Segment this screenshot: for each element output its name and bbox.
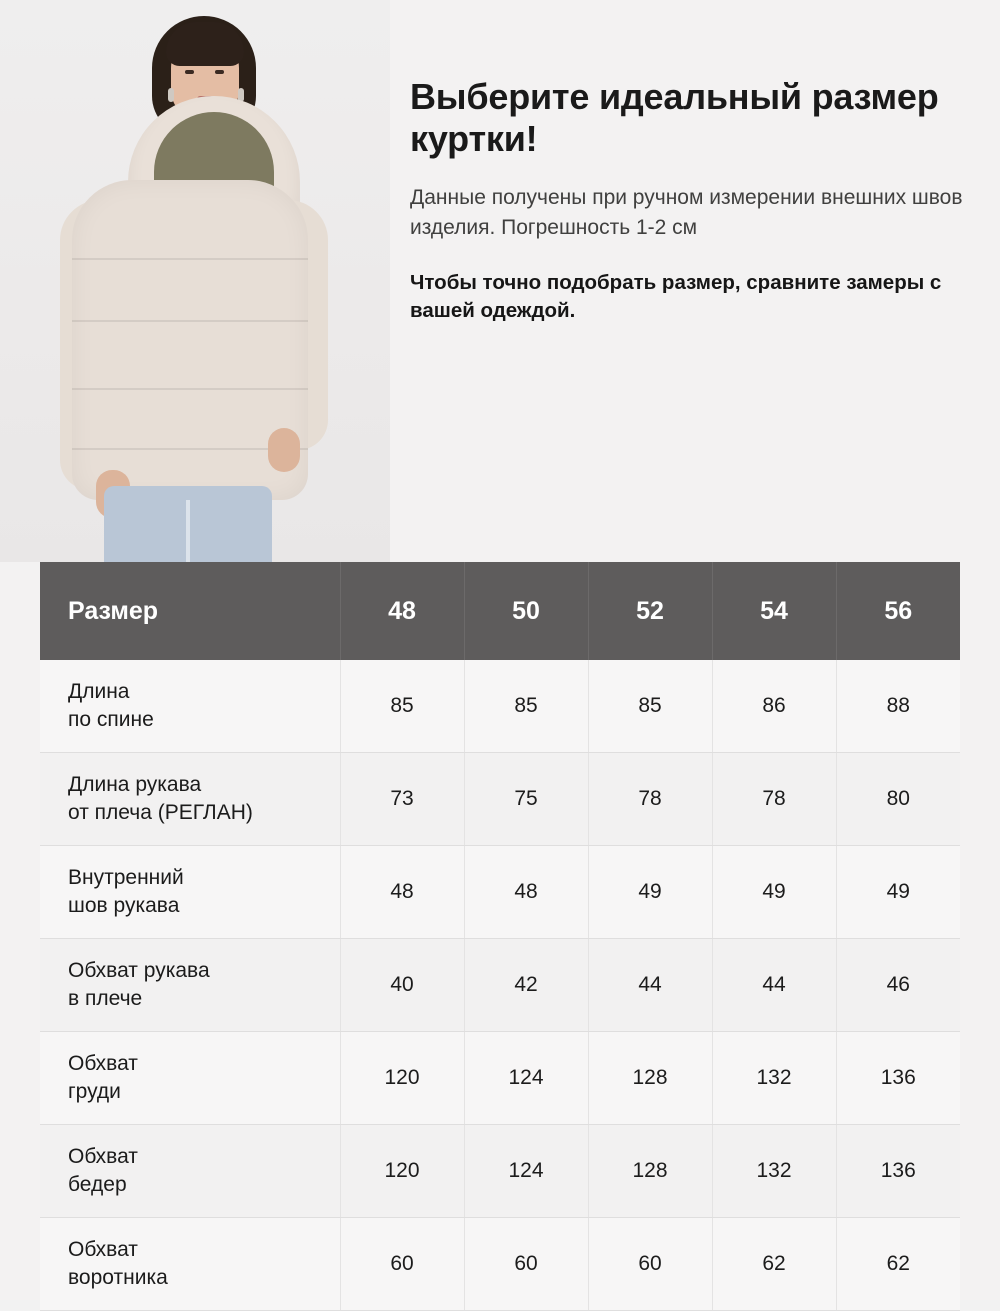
row-label — [40, 1032, 340, 1125]
size-table — [40, 562, 960, 1311]
row-value: 60 — [588, 1218, 712, 1311]
row-value: 46 — [836, 939, 960, 1032]
header-cell-size-52: 52 — [588, 562, 712, 660]
row-value: 62 — [712, 1218, 836, 1311]
row-label-line: бедер — [68, 1173, 127, 1196]
photo-quilt-seam — [72, 388, 308, 390]
row-value: 120 — [340, 1125, 464, 1218]
row-value: 44 — [712, 939, 836, 1032]
intro-description: Данные получены при ручном измерении внешних швов изделия. Погрешность 1-2 см — [410, 185, 963, 239]
row-value: 124 — [464, 1032, 588, 1125]
header-cell-label: Размер — [40, 562, 340, 660]
table-row — [40, 753, 960, 846]
intro-text-block — [410, 76, 966, 325]
row-value: 78 — [588, 753, 712, 846]
row-label — [40, 1125, 340, 1218]
row-value: 49 — [588, 846, 712, 939]
row-label-line: Обхват рукава — [68, 959, 210, 983]
photo-jeans-seam — [186, 500, 190, 562]
table-row — [40, 939, 960, 1032]
row-value: 80 — [836, 753, 960, 846]
row-label — [40, 1218, 340, 1311]
header-cell-size-54: 54 — [712, 562, 836, 660]
row-value: 128 — [588, 1125, 712, 1218]
row-value: 132 — [712, 1032, 836, 1125]
table-row — [40, 846, 960, 939]
row-value: 85 — [464, 660, 588, 753]
model-photo — [0, 0, 390, 562]
row-label-line: Длина рукава — [68, 773, 202, 797]
header-cell-size-48: 48 — [340, 562, 464, 660]
table-row — [40, 1125, 960, 1218]
row-label-line: воротника — [68, 1266, 168, 1289]
size-table-head — [40, 562, 960, 660]
row-label-line: от плеча (РЕГЛАН) — [68, 801, 253, 824]
row-label — [40, 753, 340, 846]
photo-earring-left — [168, 88, 174, 102]
row-label-line: в плече — [68, 987, 143, 1010]
photo-eye-left — [185, 70, 194, 74]
row-label-line: шов рукава — [68, 894, 180, 917]
header-section — [0, 0, 1000, 562]
row-value: 85 — [588, 660, 712, 753]
table-row — [40, 1218, 960, 1311]
row-value: 128 — [588, 1032, 712, 1125]
table-row — [40, 660, 960, 753]
intro-note: Чтобы точно подобрать размер, сравните замеры с вашей одеждой. — [410, 270, 942, 322]
row-value: 75 — [464, 753, 588, 846]
row-label-line: груди — [68, 1080, 121, 1103]
row-value: 73 — [340, 753, 464, 846]
row-value: 86 — [712, 660, 836, 753]
table-header-row — [40, 562, 960, 660]
row-value: 88 — [836, 660, 960, 753]
row-value: 78 — [712, 753, 836, 846]
table-row — [40, 1032, 960, 1125]
row-label-line: Обхват — [68, 1238, 138, 1262]
header-cell-size-50: 50 — [464, 562, 588, 660]
header-cell-size-56: 56 — [836, 562, 960, 660]
row-label-line: Обхват — [68, 1145, 138, 1169]
row-label-line: по спине — [68, 708, 154, 731]
row-label — [40, 846, 340, 939]
row-label-line: Обхват — [68, 1052, 138, 1076]
photo-eye-right — [215, 70, 224, 74]
row-value: 132 — [712, 1125, 836, 1218]
row-label-line: Внутренний — [68, 866, 184, 890]
row-value: 49 — [836, 846, 960, 939]
size-table-body — [40, 660, 960, 1311]
row-value: 48 — [464, 846, 588, 939]
row-value: 120 — [340, 1032, 464, 1125]
row-value: 124 — [464, 1125, 588, 1218]
photo-quilt-seam — [72, 258, 308, 260]
row-value: 42 — [464, 939, 588, 1032]
row-value: 136 — [836, 1125, 960, 1218]
row-value: 49 — [712, 846, 836, 939]
row-value: 60 — [464, 1218, 588, 1311]
row-value: 40 — [340, 939, 464, 1032]
row-value: 48 — [340, 846, 464, 939]
row-label — [40, 660, 340, 753]
photo-hair-front — [166, 22, 244, 66]
row-value: 60 — [340, 1218, 464, 1311]
row-label-line: Длина — [68, 680, 130, 704]
photo-quilt-seam — [72, 320, 308, 322]
page-title: Выберите идеальный размер куртки! — [410, 76, 939, 160]
row-value: 44 — [588, 939, 712, 1032]
photo-hand-right — [268, 428, 300, 472]
row-value: 85 — [340, 660, 464, 753]
row-value: 136 — [836, 1032, 960, 1125]
size-table-wrapper — [40, 562, 960, 1311]
row-value: 62 — [836, 1218, 960, 1311]
row-label — [40, 939, 340, 1032]
